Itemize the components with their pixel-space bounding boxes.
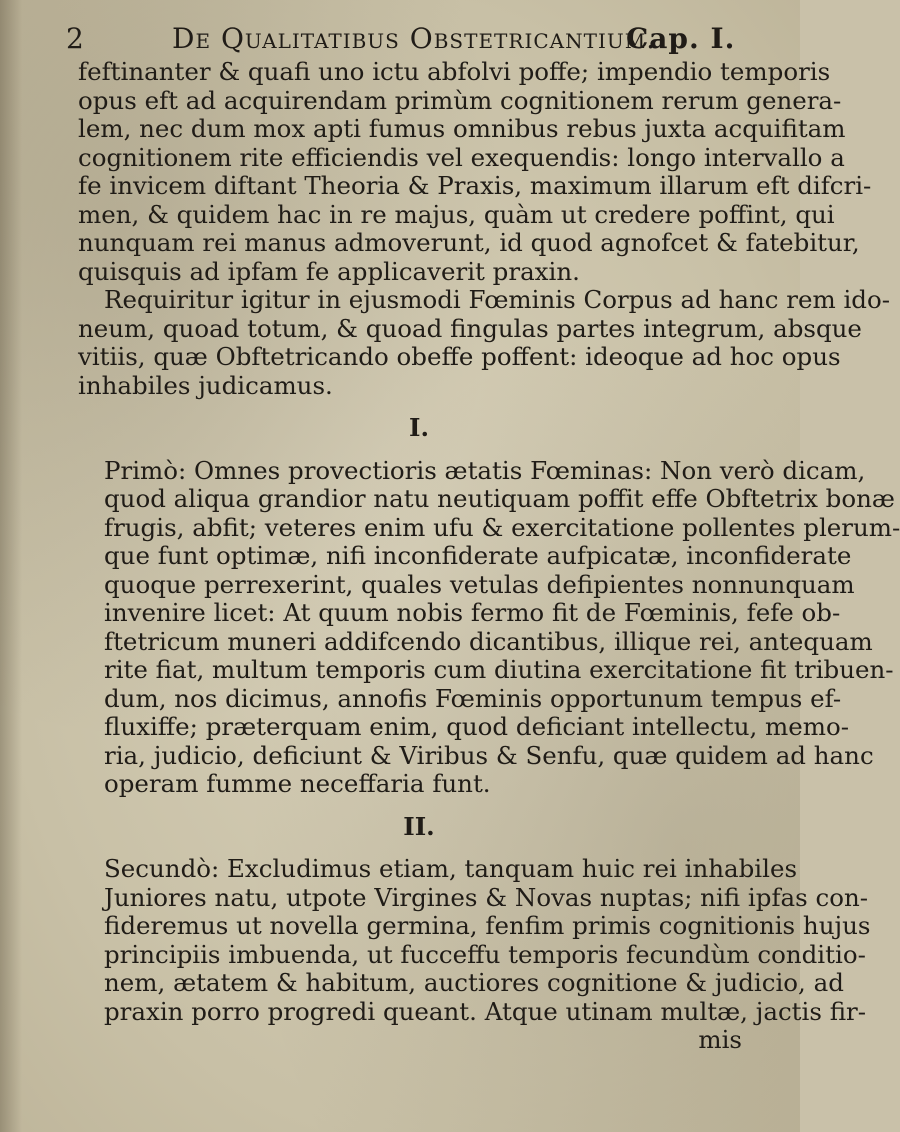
text-line: cognitionem rite efficiendis vel exequendis: longo intervallo a <box>78 142 845 172</box>
text-line: frugis, abfit; veteres enim ufu & exercitatione pollentes plerum- <box>104 512 900 542</box>
text-line: quod aliqua grandior natu neutiquam poffit effe Obftetrix bonæ <box>104 484 895 513</box>
text-line: ria, judicio, deficiunt & Viribus & Senfu, quæ quidem ad hanc <box>104 740 874 770</box>
text-line: fideremus ut novella germina, fenfim primis cognitionis hujus <box>104 911 871 940</box>
page-edge-shadow <box>0 0 22 1132</box>
text-line: invenire licet: At quum nobis fermo fit de Fœminis, fefe ob- <box>104 598 841 627</box>
text-line: praxin porro progredi queant. Atque utinam multæ, jactis fir- <box>104 996 867 1026</box>
text-line: principiis imbuenda, ut fucceffu temporis fecundùm conditio- <box>104 939 866 969</box>
text-line: fluxiffe; præterquam enim, quod deficiant intellectu, memo- <box>104 712 850 741</box>
section-heading: II. <box>403 811 435 841</box>
running-title: De Qualitatibus Obstetricantium. <box>172 22 657 55</box>
text-line: inhabiles judicamus. <box>78 370 333 400</box>
section-heading: I. <box>409 413 429 442</box>
text-line: que funt optimæ, nifi inconfiderate aufpicatæ, inconfiderate <box>104 541 852 570</box>
text-line: opus eft ad acquirendam primùm cognitionem rerum genera- <box>78 85 842 115</box>
body-text <box>66 57 900 1055</box>
catchword: mis <box>698 1025 742 1054</box>
text-line: ftetricum muneri addifcendo dicantibus, illique rei, antequam <box>104 626 873 656</box>
page-number: 2 <box>66 22 85 55</box>
text-line: quoque perrexerint, quales vetulas defipientes nonnunquam <box>104 569 855 599</box>
text-line: feftinanter & quafi uno ictu abfolvi poffe; impendio temporis <box>78 57 831 86</box>
text-line: neum, quoad totum, & quoad fingulas partes integrum, absque <box>78 313 862 343</box>
text-line: lem, nec dum mox apti fumus omnibus rebus juxta acquifitam <box>78 114 846 143</box>
section-spacer <box>66 443 772 457</box>
text-line: Secundò: Excludimus etiam, tanquam huic rei inhabiles <box>104 854 798 883</box>
text-line: Requiritur igitur in ejusmodi Fœminis Corpus ad hanc rem ido- <box>104 285 891 314</box>
section-spacer <box>66 799 772 813</box>
section-spacer <box>66 841 772 855</box>
section-spacer <box>66 400 772 414</box>
text-line: Juniores natu, utpote Virgines & Novas nuptas; nifi ipfas con- <box>104 882 869 912</box>
text-line: nunquam rei manus admoverunt, id quod agnofcet & fatebitur, <box>78 228 860 257</box>
text-line: vitiis, quæ Obftetricando obeffe poffent: ideoque ad hoc opus <box>78 342 841 371</box>
text-line: operam fumme neceffaria funt. <box>104 769 491 798</box>
text-line: rite fiat, multum temporis cum diutina exercitatione fit tribuen- <box>104 655 894 684</box>
text-line: Primò: Omnes provectioris ætatis Fœminas: Non verò dicam, <box>104 455 866 485</box>
chapter-label: Cap. I. <box>626 22 736 55</box>
text-line: fe invicem diftant Theoria & Praxis, maximum illarum eft difcri- <box>78 171 872 200</box>
text-line: dum, nos dicimus, annofis Fœminis opportunum tempus ef- <box>104 683 842 713</box>
text-line: quisquis ad ipfam fe applicaverit praxin. <box>78 256 580 286</box>
text-line: men, & quidem hac in re majus, quàm ut credere poffint, qui <box>78 199 835 229</box>
text-line: nem, ætatem & habitum, auctiores cognitione & judicio, ad <box>104 968 844 997</box>
